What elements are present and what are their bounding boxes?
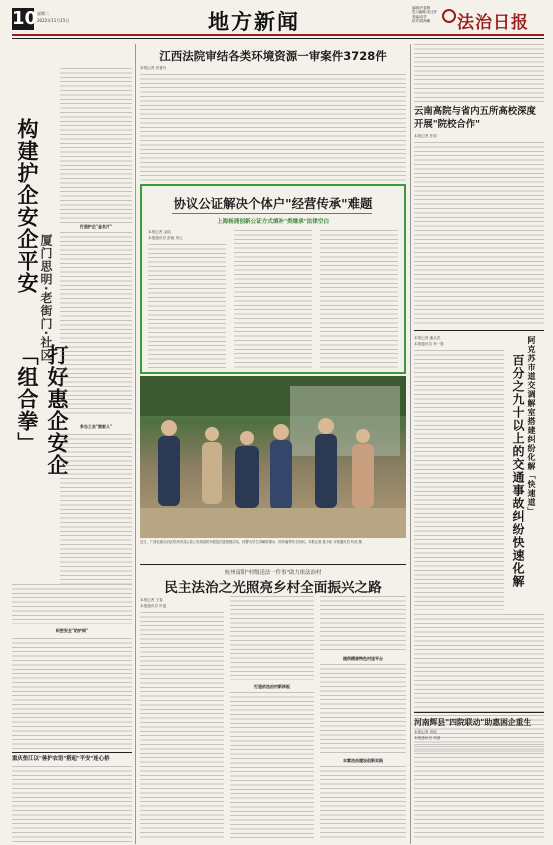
left-body-lower (60, 434, 132, 584)
feature-box (140, 184, 406, 374)
mid-story-col-3c (320, 766, 406, 840)
feature-photo (140, 376, 406, 538)
mid-story-col-2b (230, 692, 314, 840)
mid-story-kicker: 杭州富阳"村级送法一件事"助力依法治村 (224, 570, 322, 576)
date-line-1: 星期二 (37, 11, 49, 16)
mid-story-col-3a (320, 596, 406, 652)
brand-logo: 法治日报 (457, 13, 529, 33)
right-column-rule (410, 44, 411, 844)
top-story-headline: 江西法院审结各类环境资源一审案件3728件 (159, 49, 387, 63)
left-headline: 构建护企安企平安 (15, 118, 39, 294)
masthead-rule (12, 34, 544, 36)
right-vertical-subhead: 百分之九十以上的交通事故纠纷快速化解 (511, 354, 525, 588)
top-story-body (140, 74, 406, 182)
left-body-top (60, 44, 132, 224)
feature-title-rule (172, 213, 372, 214)
mid-story-byline-2: 本报通讯员 叶菱 (140, 604, 167, 608)
bottom-right-body (414, 744, 544, 840)
left-subhead: 厦门思明·老街门·社区 (39, 234, 53, 363)
right-body-top-0 (414, 44, 544, 104)
left-bottom-body (12, 638, 132, 750)
left-column-rule (135, 44, 136, 844)
feature-byline-1: 本报记者 金铭 (148, 230, 171, 234)
mid-sublabel-1: 打造依法治村新样板 (254, 684, 290, 689)
mid-story-headline: 民主法治之光照亮乡村全面振兴之路 (164, 580, 382, 596)
left-body-mid (60, 232, 132, 417)
mid-story-col-2a (230, 596, 314, 680)
brand-seal (442, 9, 456, 23)
mid-story-col-3b (320, 664, 406, 754)
right-byline-3: 本报通讯员 李一胜 (414, 342, 444, 346)
feature-body-3 (320, 230, 398, 368)
left-bottom-headline: 重庆垫江以"善护农语"搭起"平安"连心桥 (12, 756, 110, 762)
right-byline-2: 本报记者 潘从武 (414, 336, 441, 340)
editor-info: 编辑/许春锋 见习编辑/宋迁菲 美编/高芳 校对/郭海鹏 (412, 6, 437, 24)
left-bottom-story (12, 766, 132, 842)
left-body-bottom (12, 584, 132, 624)
right-divider (414, 330, 544, 331)
feature-body-2 (234, 230, 312, 368)
feature-body-1 (148, 244, 226, 368)
left-column (12, 44, 132, 844)
right-body-top (414, 142, 544, 326)
feature-title: 协议公证解决个体户"经营传承"难题 (173, 196, 373, 211)
left-headline-2: 打好惠企安企「组合拳」 (15, 344, 69, 476)
top-story-byline: 本报记者 刘著舟 (140, 66, 167, 70)
right-body-mid (414, 350, 504, 610)
mid-sublabel-2: 提供精准特色村送平台 (343, 656, 383, 661)
bottom-right-byline-1: 本报记者 刘欣 (414, 730, 437, 734)
mid-story (140, 566, 406, 844)
left-sublabel-1: 打造护企"金名片" (79, 224, 113, 229)
feature-byline-2: 本报通讯员 彭毅 刘云 (148, 236, 183, 240)
left-sublabel-2: 争当工会"娘家人" (79, 424, 113, 429)
bottom-right-story (414, 714, 544, 844)
mid-sublabel-3: 丰富法治建设创新实践 (343, 758, 383, 763)
photo-scene (140, 376, 406, 538)
bottom-right-byline-2: 本报通讯员 刘清 (414, 736, 441, 740)
section-title: 地方新闻 (208, 10, 300, 34)
page-number: 10 (12, 8, 38, 29)
left-divider (12, 752, 132, 753)
date-line-2: 2022年11月15日 (37, 18, 70, 23)
bottom-right-headline: 河南辉县"四院联动"助惠困企重生 (414, 718, 532, 727)
mid-story-byline-1: 本报记者 王春 (140, 598, 163, 602)
right-byline: 本报记者 杜国 (414, 134, 437, 138)
right-headline: 云南高院与省内五所高校深度开展"院校合作" (414, 106, 536, 130)
top-story (140, 44, 406, 184)
mid-story-col-1 (140, 612, 224, 840)
feature-subtitle: 上海杨浦创新公证方式填补"类继承"法律空白 (216, 219, 330, 225)
right-vertical-headline: 阿克苏市道交调解室搭建纠纷化解「快速道」 (527, 336, 536, 516)
masthead-thin-rule (12, 38, 544, 39)
bottom-right-rule (414, 712, 544, 713)
mid-story-rule (140, 564, 406, 565)
photo-caption: 近日，广西壮族自治区钦州市灵山县公安局组织开展送法进校园活动，民警为学生讲解防溺水、防诈骗等安全知识。本报记者 莫小松 本报通讯员 叶淡 摄 (140, 540, 362, 544)
left-bottom-title: 织密安全"防护网" (55, 628, 89, 633)
